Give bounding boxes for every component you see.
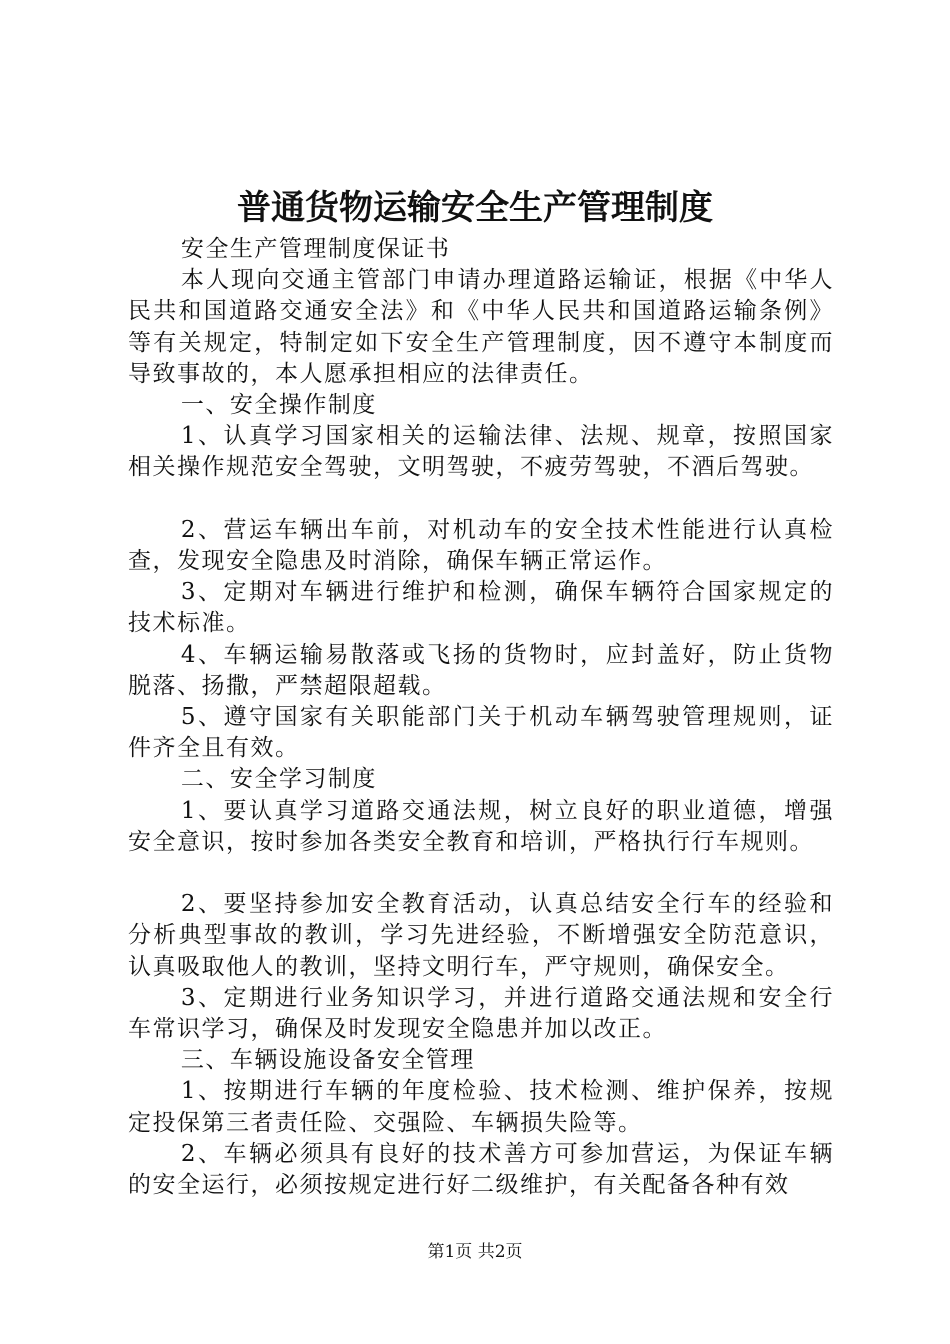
section-heading-safe-operation: 一、安全操作制度 xyxy=(180,392,377,419)
paragraph-item: 1、按期进行车辆的年度检验、技术检测、维护保养，按规定投保第三者责任险、交强险、车辆损失险等。 xyxy=(128,1078,834,1136)
paragraph-item: 1、要认真学习道路交通法规，树立良好的职业道德，增强安全意识，按时参加各类安全教育和培训，严格执行行车规则。 xyxy=(128,797,834,855)
paragraph-item: 4、车辆运输易散落或飞扬的货物时，应封盖好，防止货物脱落、扬撒，严禁超限超载。 xyxy=(128,641,834,699)
paragraph-item: 3、定期进行业务知识学习，并进行道路交通法规和安全行车常识学习，确保及时发现安全隐患并加以改正。 xyxy=(128,984,834,1043)
paragraph-item: 2、要坚持参加安全教育活动，认真总结安全行车的经验和分析典型事故的教训，学习先进经验，不断增强安全防范意识，认真吸取他人的教训，坚持文明行车，严守规则，确保安全。 xyxy=(128,891,834,980)
paragraph-item: 5、遵守国家有关职能部门关于机动车辆驾驶管理规则，证件齐全且有效。 xyxy=(128,704,834,762)
document-title: 普通货物运输安全生产管理制度 xyxy=(237,188,713,228)
paragraph-item: 2、车辆必须具有良好的技术善方可参加营运，为保证车辆的安全运行，必须按规定进行好二级维护，有关配备各种有效 xyxy=(128,1140,834,1199)
paragraph-guarantee-heading: 安全生产管理制度保证书 xyxy=(180,236,451,262)
document-body xyxy=(128,234,834,1201)
paragraph-item: 2、营运车辆出车前，对机动车的安全技术性能进行认真检查，发现安全隐患及时消除，确保车辆正常运作。 xyxy=(128,516,834,575)
paragraph-item: 3、定期对车辆进行维护和检测，确保车辆符合国家规定的技术标准。 xyxy=(128,579,834,637)
section-heading-vehicle-equipment: 三、车辆设施设备安全管理 xyxy=(180,1047,475,1074)
page-footer: 第1页 共2页 xyxy=(427,1242,523,1262)
paragraph-intro: 本人现向交通主管部门申请办理道路运输证，根据《中华人民共和国道路交通安全法》和《中华人民共和国道路运输条例》等有关规定，特制定如下安全生产管理制度，因不遵守本制度而导致事故的，本人愿承担相应的法律责任。 xyxy=(128,267,834,387)
paragraph-item: 1、认真学习国家相关的运输法律、法规、规章，按照国家相关操作规范安全驾驶，文明驾驶，不疲劳驾驶，不酒后驾驶。 xyxy=(128,423,834,481)
section-heading-safe-study: 二、安全学习制度 xyxy=(180,766,377,793)
